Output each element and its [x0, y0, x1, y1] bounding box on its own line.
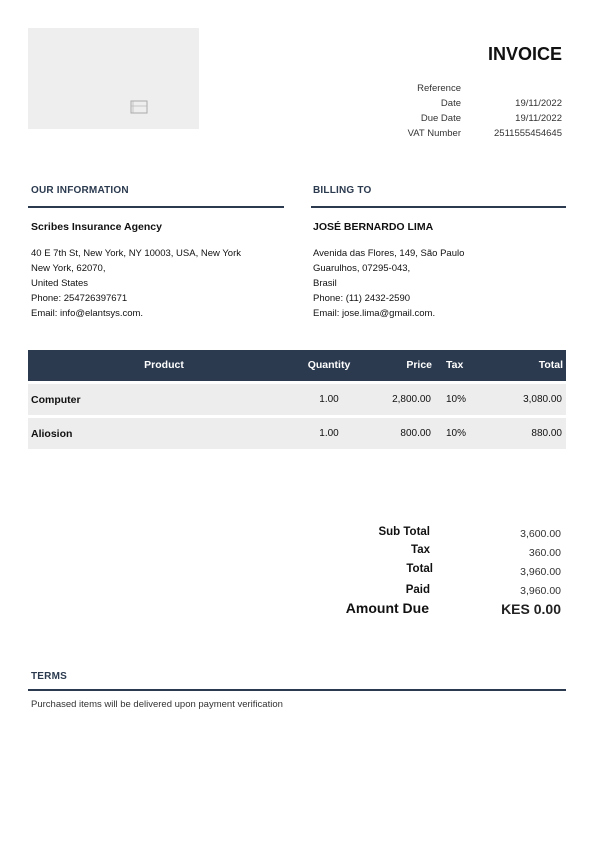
amount-due-label: Amount Due — [345, 600, 429, 616]
row-tax: 10% — [446, 394, 467, 405]
tax-value: 360.00 — [528, 547, 561, 559]
subtotal-value: 3,600.00 — [520, 528, 561, 540]
total-value: 3,960.00 — [520, 566, 561, 578]
meta-reference-label: Reference — [417, 83, 461, 94]
row-tax: 10% — [446, 428, 467, 439]
amount-due-value: KES 0.00 — [501, 601, 561, 617]
subtotal-label: Sub Total — [378, 526, 430, 538]
row-product: Computer — [31, 394, 81, 406]
our-address-block — [31, 246, 291, 321]
our-information-heading: OUR INFORMATION — [31, 185, 129, 196]
billing-email: Email: jose.lima@gmail.com. — [313, 308, 436, 319]
paid-label: Paid — [405, 584, 430, 596]
meta-date-value: 19/11/2022 — [515, 98, 562, 109]
col-product-header: Product — [144, 359, 184, 371]
tax-label: Tax — [411, 544, 430, 556]
meta-due-date-value: 19/11/2022 — [515, 113, 562, 124]
invoice-title: INVOICE — [487, 44, 562, 64]
row-quantity: 1.00 — [319, 428, 339, 439]
total-label: Total — [406, 563, 433, 575]
company-logo-placeholder — [28, 28, 199, 129]
row-product: Aliosion — [31, 428, 73, 440]
billing-name: JOSÉ BERNARDO LIMA — [313, 221, 434, 233]
our-phone: Phone: 254726397671 — [31, 293, 128, 304]
terms-divider — [28, 689, 566, 691]
meta-vat-label: VAT Number — [407, 128, 461, 139]
row-total: 880.00 — [531, 428, 562, 439]
our-company-name: Scribes Insurance Agency — [31, 221, 162, 233]
billing-address-block — [313, 246, 563, 321]
image-icon — [128, 98, 150, 116]
our-address-line: 40 E 7th St, New York, NY 10003, USA, New York — [31, 248, 242, 259]
billing-to-divider — [311, 206, 566, 208]
meta-date-label: Date — [440, 98, 461, 109]
billing-address-line: Guarulhos, 07295-043, — [313, 263, 411, 274]
col-price-header: Price — [406, 359, 432, 371]
our-address-line: United States — [31, 278, 89, 289]
billing-phone: Phone: (11) 2432-2590 — [313, 293, 411, 304]
col-total-header: Total — [538, 359, 563, 371]
paid-value: 3,960.00 — [520, 585, 561, 597]
our-information-divider — [28, 206, 284, 208]
table-row — [28, 418, 566, 449]
terms-text: Purchased items will be delivered upon payment verification — [31, 699, 283, 710]
our-address-line: New York, 62070, — [31, 263, 106, 274]
col-tax-header: Tax — [446, 359, 464, 371]
table-row — [28, 384, 566, 415]
billing-address-line: Avenida das Flores, 149, São Paulo — [313, 248, 465, 259]
row-price: 800.00 — [400, 428, 431, 439]
terms-heading: TERMS — [31, 671, 67, 682]
items-table-header — [28, 350, 566, 381]
our-email: Email: info@elantsys.com. — [31, 308, 144, 319]
meta-due-date-label: Due Date — [420, 113, 461, 124]
billing-to-heading: BILLING TO — [313, 185, 372, 196]
col-quantity-header: Quantity — [307, 359, 351, 371]
row-total: 3,080.00 — [523, 394, 562, 405]
meta-vat-value: 2511555454645 — [494, 128, 562, 139]
billing-address-line: Brasil — [313, 278, 337, 289]
row-price: 2,800.00 — [392, 394, 431, 405]
row-quantity: 1.00 — [319, 394, 339, 405]
